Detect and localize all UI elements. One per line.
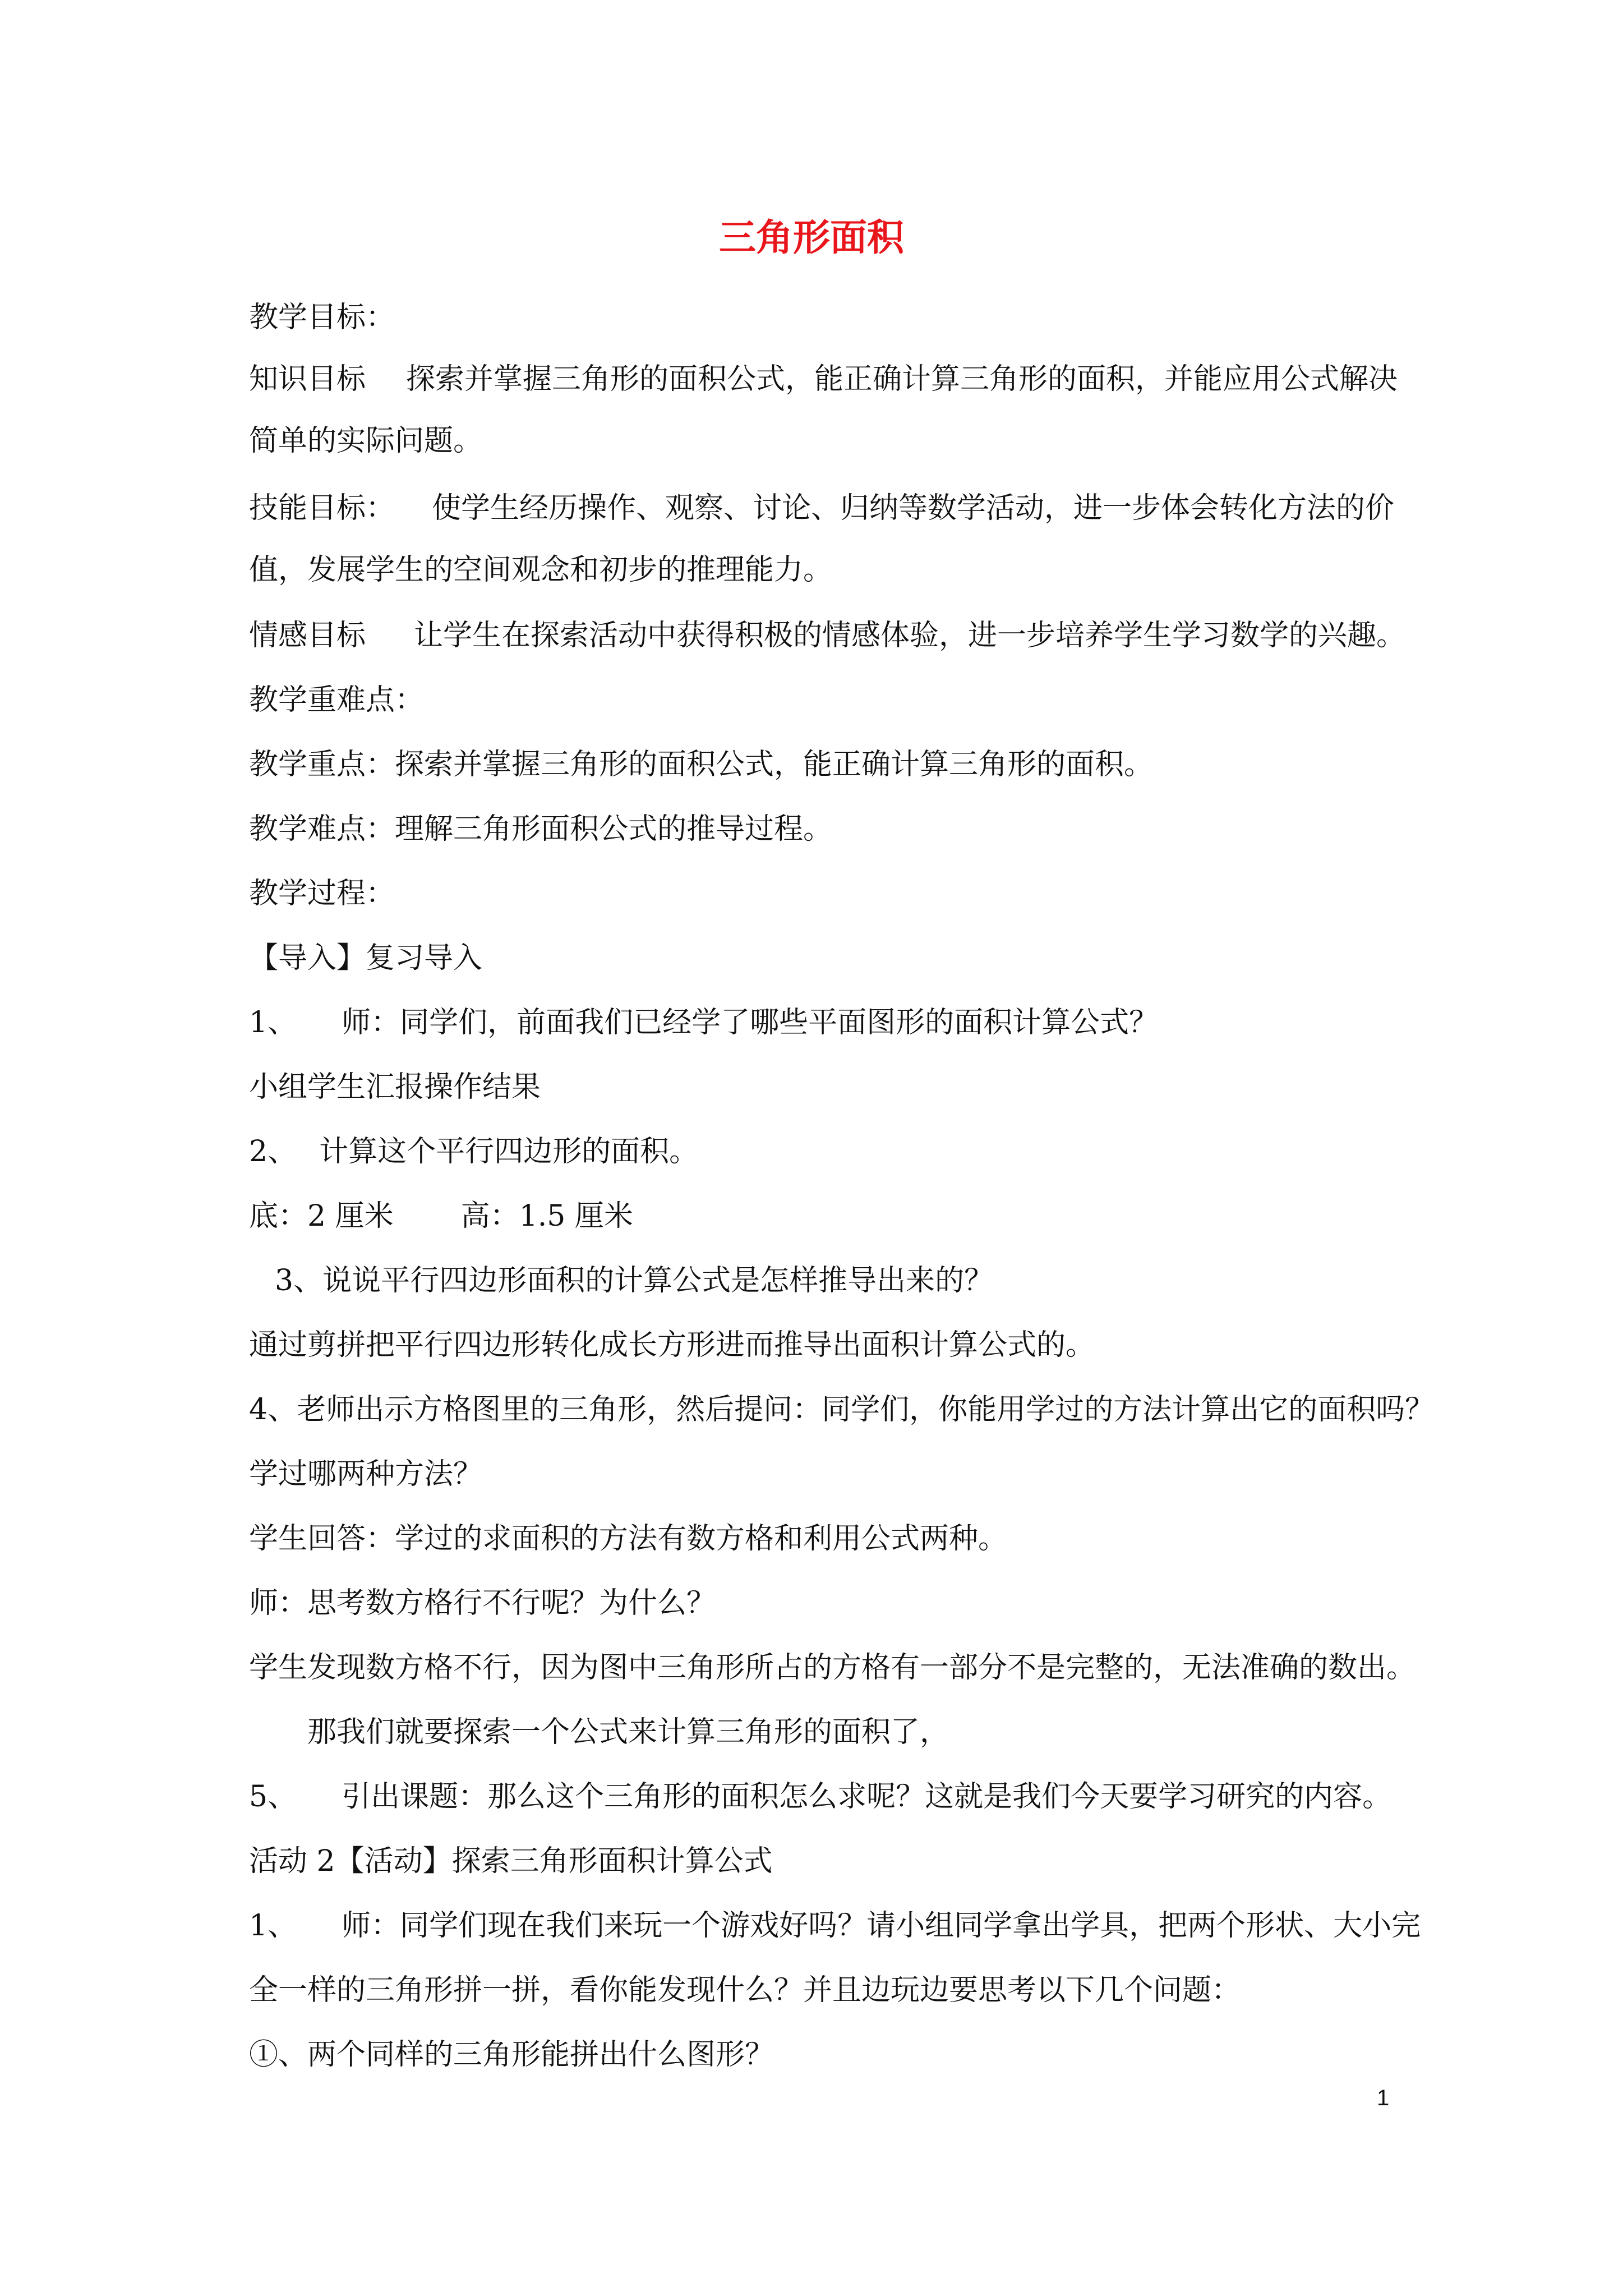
skill-label: 技能目标： (249, 491, 395, 525)
skill-objective-cont: 值，发展学生的空间观念和初步的推理能力。 (249, 553, 833, 587)
list-item: 4、老师出示方格图里的三角形，然后提问：同学们，你能用学过的方法计算出它的面积吗？ (249, 1393, 1435, 1427)
question-item: ①、两个同样的三角形能拼出什么图形？ (249, 2038, 774, 2072)
item4-cont: 学过哪两种方法？ (249, 1457, 483, 1491)
emotion-label: 情感目标 (249, 619, 366, 652)
transition-text: 那我们就要探索一个公式来计算三角形的面积了， (307, 1715, 949, 1749)
base-value: 底：2 厘米 (249, 1199, 394, 1233)
intro-heading: 【导入】复习导入 (249, 941, 483, 975)
page-title: 三角形面积 (719, 215, 904, 259)
skill-objective (249, 488, 1394, 528)
emotion-text: 让学生在探索活动中获得积极的情感体验，进一步培养学生学习数学的兴趣。 (414, 619, 1406, 652)
item3-answer: 通过剪拼把平行四边形转化成长方形进而推导出面积计算公式的。 (249, 1328, 1095, 1362)
key-points-heading: 教学重难点： (249, 683, 425, 717)
teaching-difficulty: 教学难点：理解三角形面积公式的推导过程。 (249, 812, 833, 846)
list-item: 2、 计算这个平行四边形的面积。 (249, 1135, 699, 1168)
student-finding: 学生发现数方格不行，因为图中三角形所占的方格有一部分不是完整的，无法准确的数出。 (249, 1651, 1416, 1685)
knowledge-objective-cont: 简单的实际问题。 (249, 424, 483, 458)
parallelogram-dimensions (249, 1196, 633, 1236)
list-item: 1、 师：同学们现在我们来玩一个游戏好吗？请小组同学拿出学具，把两个形状、大小完 (249, 1909, 1421, 1943)
height-value: 高：1.5 厘米 (460, 1199, 633, 1233)
page-number: 1 (1377, 2086, 1390, 2110)
skill-text: 使学生经历操作、观察、讨论、归纳等数学活动，进一步体会转化方法的价 (432, 491, 1395, 525)
student-answer: 学生回答：学过的求面积的方法有数方格和利用公式两种。 (249, 1522, 1008, 1556)
knowledge-objective (249, 359, 1398, 399)
process-heading: 教学过程： (249, 877, 395, 910)
list-item: 3、说说平行四边形面积的计算公式是怎样推导出来的？ (275, 1264, 994, 1297)
teacher-question: 师：思考数方格行不行呢？为什么？ (249, 1586, 716, 1620)
group-report: 小组学生汇报操作结果 (249, 1070, 541, 1104)
objectives-heading: 教学目标： (249, 301, 395, 334)
list-item: 5、 引出课题：那么这个三角形的面积怎么求呢？这就是我们今天要学习研究的内容。 (249, 1780, 1392, 1814)
teaching-key-point: 教学重点：探索并掌握三角形的面积公式，能正确计算三角形的面积。 (249, 748, 1154, 781)
list-item: 1、 师：同学们，前面我们已经学了哪些平面图形的面积计算公式？ (249, 1006, 1159, 1039)
emotion-objective (249, 615, 1405, 656)
knowledge-text: 探索并掌握三角形的面积公式，能正确计算三角形的面积，并能应用公式解决 (406, 362, 1398, 396)
activity-item-cont: 全一样的三角形拼一拼，看你能发现什么？并且边玩边要思考以下几个问题： (249, 1973, 1241, 2007)
activity2-heading: 活动 2【活动】探索三角形面积计算公式 (249, 1844, 773, 1878)
knowledge-label: 知识目标 (249, 362, 366, 396)
